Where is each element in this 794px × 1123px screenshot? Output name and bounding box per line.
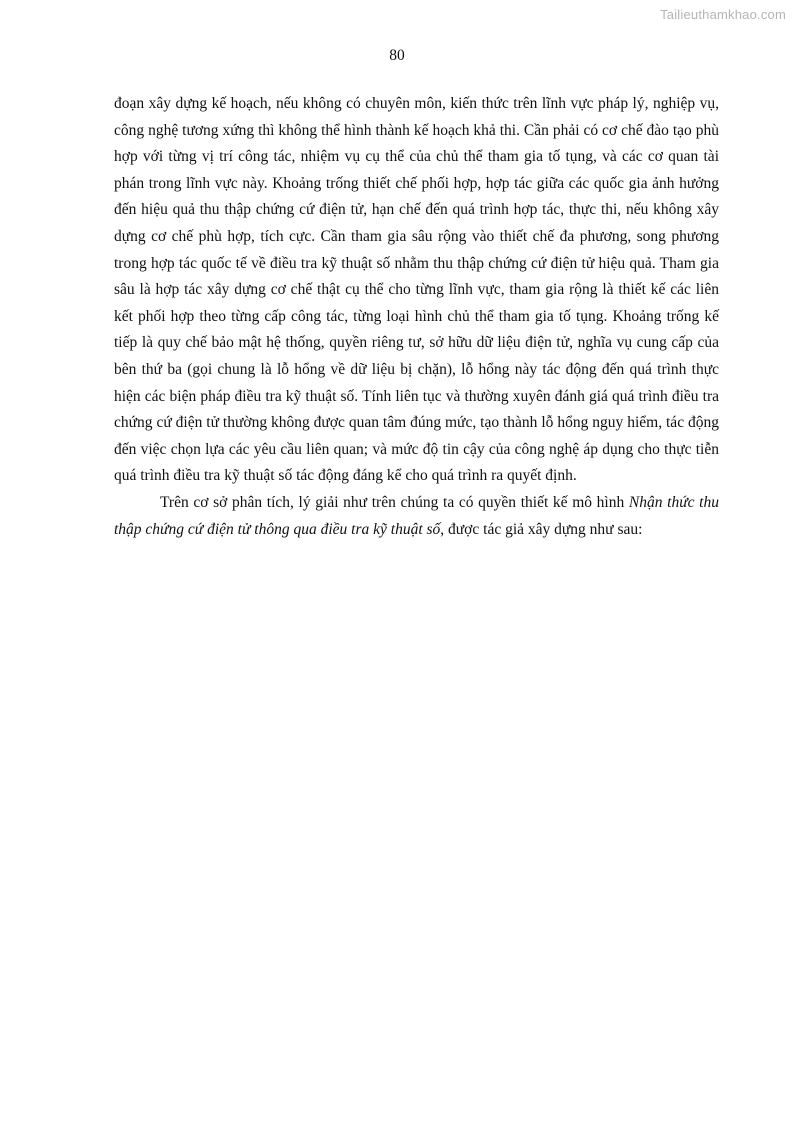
page-number: 80 [389,47,405,64]
paragraph-lead-text: Trên cơ sở phân tích, lý giải như trên chúng ta có quyền thiết kế mô hình [160,493,629,511]
model-title-italic: Nhận thức thu thập chứng cứ điện tử thông qua điều tra kỹ thuật số [114,493,719,538]
document-body [114,91,719,543]
paragraph-continuation: đoạn xây dựng kế hoạch, nếu không có chuyên môn, kiến thức trên lĩnh vực pháp lý, nghiệp vụ, công nghệ tương xứng thì không thể hình thành kế hoạch khả thi. Cần phải có cơ chế đào tạo phù hợp với từng vị trí công tác, nhiệm vụ cụ thể của chủ thể tham gia tố tụng, và các cơ quan tài phán trong lĩnh vực này. Khoảng trống thiết chế phối hợp, hợp tác giữa các quốc gia ảnh hưởng đến hiệu quả thu thập chứng cứ điện tử, hạn chế đến quá trình hợp tác, thực thi, nếu không xây dựng cơ chế phù hợp, tích cực. Cần tham gia sâu rộng vào thiết chế đa phương, song phương trong hợp tác quốc tế về điều tra kỹ thuật số nhằm thu thập chứng cứ điện tử hiệu quả. Tham gia sâu là hợp tác xây dựng cơ chế thật cụ thể cho từng lĩnh vực, tham gia rộng là thiết kế các liên kết phối hợp theo từng cấp công tác, từng loại hình chủ thể tham gia tố tụng. Khoảng trống kế tiếp là quy chế bảo mật hệ thống, quyền riêng tư, sở hữu dữ liệu điện tử, nghĩa vụ cung cấp của bên thứ ba (gọi chung là lỗ hổng về dữ liệu bị chặn), lỗ hổng này tác động đến quá trình thực hiện các biện pháp điều tra kỹ thuật số. Tính liên tục và thường xuyên đánh giá quá trình điều tra chứng cứ điện tử thường không được quan tâm đúng mức, tạo thành lỗ hổng nguy hiểm, tác động đến việc chọn lựa các yêu cầu liên quan; và mức độ tin cậy của công nghệ áp dụng cho thực tiễn quá trình điều tra kỹ thuật số tác động đáng kể cho quá trình ra quyết định. [114,95,719,485]
paragraph-tail-text: , được tác giả xây dựng như sau: [440,520,643,538]
watermark: Tailieuthamkhao.com [660,7,786,22]
paragraph-model-intro [114,490,719,543]
